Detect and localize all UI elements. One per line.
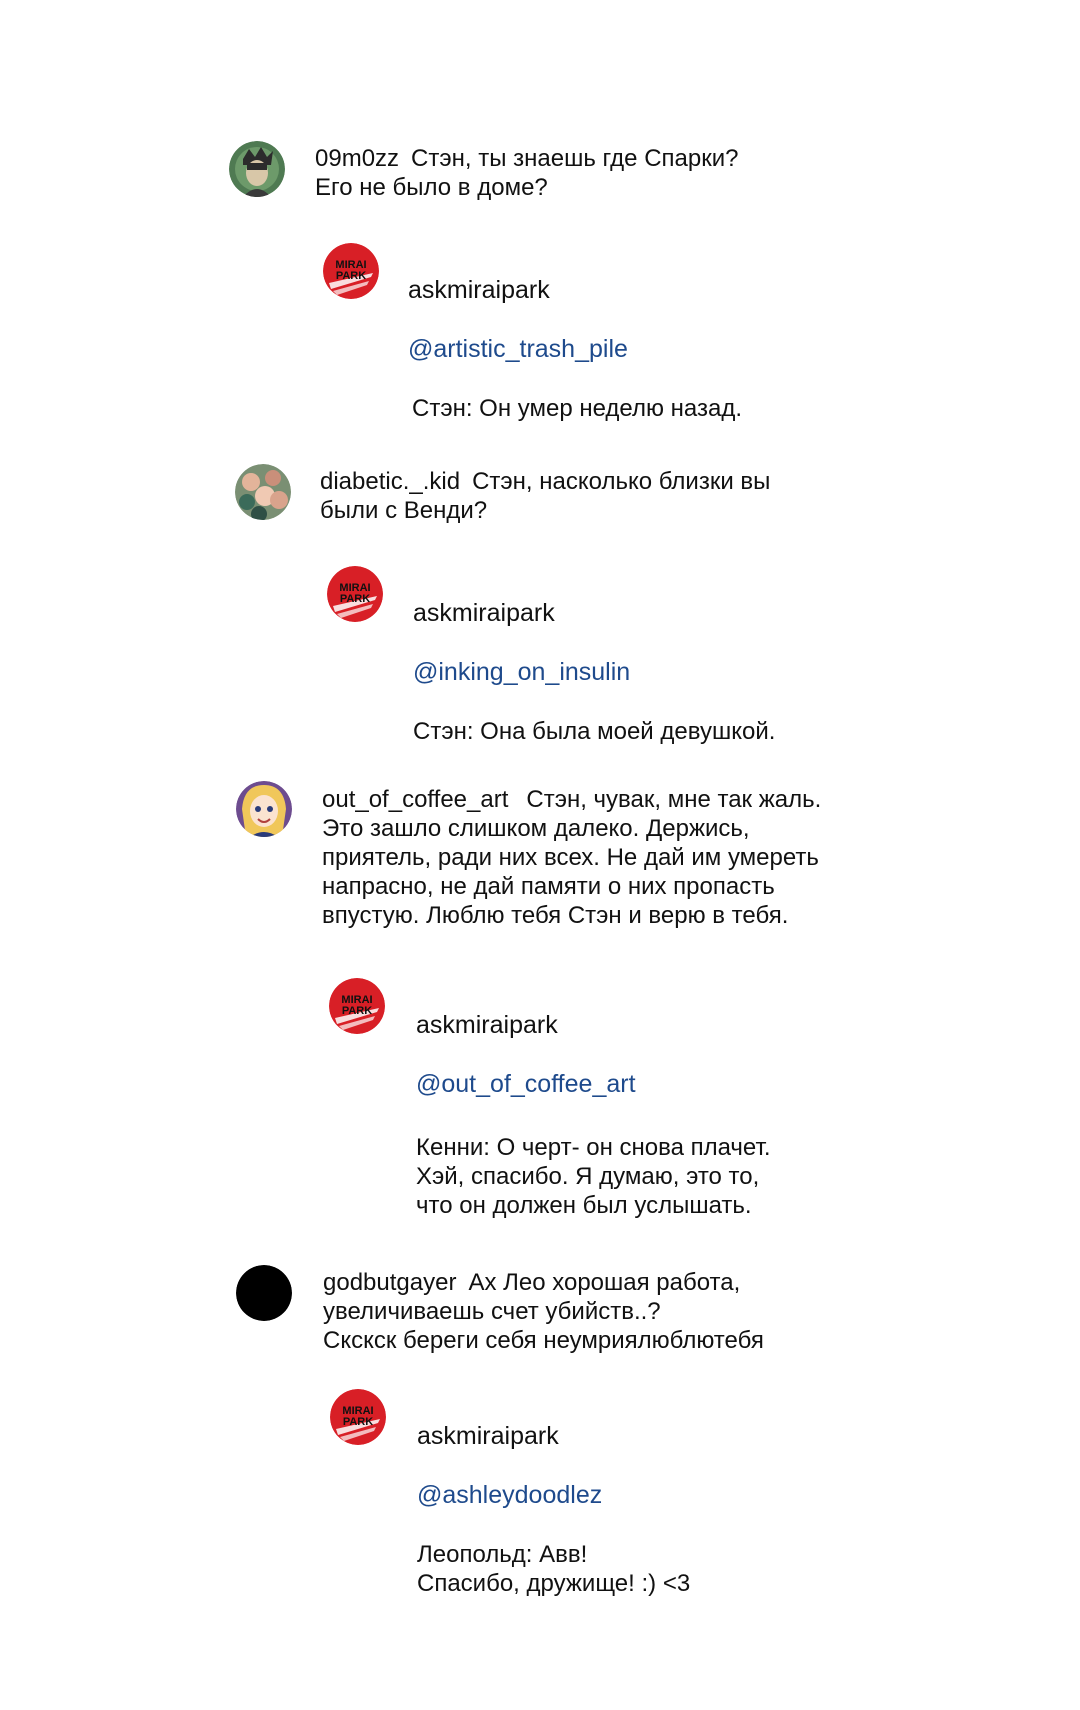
logo-text-mirai: MIRAI: [342, 1405, 374, 1417]
mirai-park-logo-icon: [327, 566, 383, 622]
mirai-park-logo-icon: [329, 978, 385, 1034]
comment-username[interactable]: 09m0zz: [315, 145, 400, 172]
reply-mention-link[interactable]: @artistic_trash_pile: [408, 335, 628, 363]
black-circle-avatar-icon: [236, 1265, 292, 1321]
reply-username[interactable]: askmiraipark: [413, 599, 555, 627]
logo-text-park: PARK: [341, 1005, 373, 1017]
user-avatar[interactable]: [229, 141, 285, 197]
reply-text: Леопольд: Авв! Спасибо, дружище! :) <3: [417, 1541, 691, 1597]
user-avatar[interactable]: [235, 464, 291, 520]
reply-username[interactable]: askmiraipark: [408, 276, 550, 304]
reply-text-block: [416, 981, 976, 1249]
reply-mention-link[interactable]: @out_of_coffee_art: [416, 1070, 636, 1098]
askmiraipark-avatar[interactable]: [327, 566, 383, 622]
reply-text-block: [417, 1392, 977, 1627]
drawn-face-avatar-icon: [236, 781, 292, 837]
comment-text-block: [322, 785, 972, 930]
comment-text-block: [323, 1268, 973, 1355]
comment-username[interactable]: out_of_coffee_art: [322, 786, 509, 813]
character-avatar-icon: [229, 141, 285, 197]
comment-username[interactable]: diabetic._.kid: [320, 468, 461, 495]
user-avatar[interactable]: [236, 1265, 292, 1321]
comment-text: Стэн, насколько близки вы были с Венди?: [320, 468, 771, 524]
comment-text: Ах Лео хорошая работа, увеличиваешь счет убийств..? Скскск береги себя неумриялюблютебя: [323, 1269, 764, 1354]
mirai-park-logo-icon: [323, 243, 379, 299]
reply-mention-link[interactable]: @inking_on_insulin: [413, 658, 631, 686]
logo-text-park: PARK: [339, 593, 371, 605]
askmiraipark-avatar[interactable]: [329, 978, 385, 1034]
logo-text-mirai: MIRAI: [335, 259, 367, 271]
comment-text-block: [315, 144, 935, 202]
reply-text: Стэн: Он умер неделю назад.: [412, 395, 742, 422]
reply-text: Кенни: О черт- он снова плачет. Хэй, спасибо. Я думаю, это то, что он должен был услышать.: [416, 1134, 771, 1219]
reply-username[interactable]: askmiraipark: [417, 1422, 559, 1450]
logo-text-park: PARK: [342, 1416, 374, 1428]
comment-username[interactable]: godbutgayer: [323, 1269, 457, 1296]
reply-username[interactable]: askmiraipark: [416, 1011, 558, 1039]
comment-text: Стэн, чувак, мне так жаль. Это зашло слишком далеко. Держись, приятель, ради них всех. Не дай им умереть напрасно, не дай памяти о них пропасть впустую. Люблю тебя Стэн и верю в тебя.: [322, 786, 822, 929]
comment-text: Стэн, ты знаешь где Спарки? Его не было в доме?: [315, 145, 739, 201]
user-avatar[interactable]: [236, 781, 292, 837]
mirai-park-logo-icon: [330, 1389, 386, 1445]
collage-avatar-icon: [235, 464, 291, 520]
reply-text-block: [408, 246, 968, 452]
logo-text-mirai: MIRAI: [341, 994, 373, 1006]
askmiraipark-avatar[interactable]: [323, 243, 379, 299]
logo-text-mirai: MIRAI: [339, 582, 371, 594]
comment-text-block: [320, 467, 940, 525]
reply-text: Стэн: Она была моей девушкой.: [413, 718, 776, 745]
reply-text-block: [413, 569, 973, 775]
askmiraipark-avatar[interactable]: [330, 1389, 386, 1445]
logo-text-park: PARK: [335, 270, 367, 282]
reply-mention-link[interactable]: @ashleydoodlez: [417, 1481, 603, 1509]
